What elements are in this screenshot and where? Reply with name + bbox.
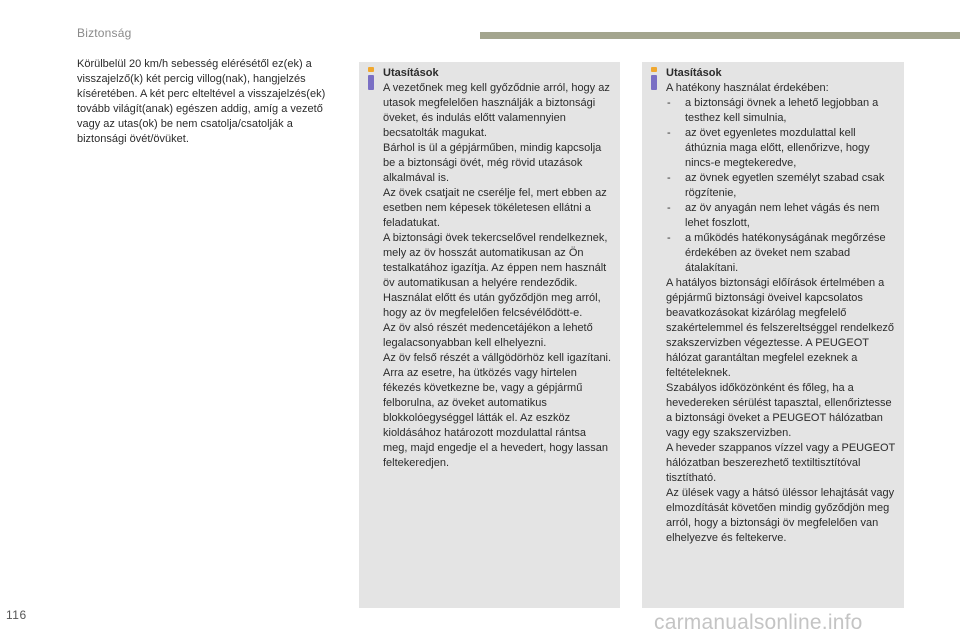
note-paragraph: A heveder szappanos vízzel vagy a PEUGEOT hálózatban beszerezhető textiltisztítóval tisztítható. xyxy=(666,442,896,484)
list-item: - a működés hatékonyságának megőrzése érdekében az öveket nem szabad átalakítani. xyxy=(666,231,898,276)
note-paragraph: A hatályos biztonsági előírások értelmében a gépjármű biztonsági öveivel kapcsolatos beavatkozásokat kizárólag megfelelő szakértelemmel és felszereltséggel rendelkező szakszervizben végeztesse. A PEUGEOT hálózat garantáltan megfelel ezeknek a feltételeknek. xyxy=(666,277,895,379)
note-body xyxy=(383,81,612,471)
list-item: - az övet egyenletes mozdulattal kell áthúznia maga előtt, ellenőrizve, hogy nincs-e megtekeredve, xyxy=(666,126,898,171)
note-paragraph: Használat előtt és után győződjön meg arról, hogy az öv megfelelően felcsévélődött-e. xyxy=(383,292,601,319)
header-bar xyxy=(480,32,960,39)
note-paragraph: Az öv felső részét a vállgödörhöz kell igazítani. xyxy=(383,352,612,364)
note-box-instructions-right xyxy=(642,62,904,608)
note-paragraph: A vezetőnek meg kell győződnie arról, hogy az utasok megfelelően használják a biztonsági öveket, és indulás előtt valamennyien becsatolták magukat. xyxy=(383,82,610,139)
bullet-list xyxy=(666,96,898,276)
note-paragraph: A biztonsági övek tekercselővel rendelkeznek, mely az öv hosszát automatikusan az Ön testalkatához igazítja. Az éppen nem használt öv automatikusan a helyére rendeződik. xyxy=(383,232,608,289)
watermark: carmanualsonline.info xyxy=(654,611,863,634)
note-paragraph: Szabályos időközönként és főleg, ha a hevedereken sérülést tapasztal, ellenőriztesse a biztonsági öveket a PEUGEOT hálózatban vagy egy szakszervizben. xyxy=(666,382,892,439)
note-box-instructions-left xyxy=(359,62,620,608)
intro-paragraph: Körülbelül 20 km/h sebesség elérésétől ez(ek) a visszajelző(k) két percig villog(nak), hangjelzés kíséretében. A két perc elteltével a visszajelzés(ek) tovább világít(anak) egészen addig, amíg a vezető vagy az utas(ok) be nem csatolja/csatolják a biztonsági övét/övüket. xyxy=(77,58,326,145)
list-item: - az öv anyagán nem lehet vágás és nem lehet foszlott, xyxy=(666,201,898,231)
section-title: Biztonság xyxy=(77,26,132,40)
note-body xyxy=(666,81,898,546)
list-item: - a biztonsági övnek a lehető legjobban a testhez kell simulnia, xyxy=(666,96,898,126)
page-number: 116 xyxy=(6,608,27,622)
note-paragraph: Az övek csatjait ne cserélje fel, mert ebben az esetben nem képesek tökéletesen ellátni a feladatukat. xyxy=(383,187,607,229)
info-icon xyxy=(367,67,375,91)
note-title: Utasítások xyxy=(383,67,439,79)
list-item: - az övnek egyetlen személyt szabad csak rögzítenie, xyxy=(666,171,898,201)
note-paragraph: Az ülések vagy a hátsó üléssor lehajtását vagy elmozdítását követően mindig győződjön meg arról, hogy a biztonsági öv megfelelően van elhelyezve és feltekerve. xyxy=(666,487,895,544)
note-paragraph: Az öv alsó részét medencetájékon a lehető legalacsonyabban kell elhelyezni. xyxy=(383,322,593,349)
note-paragraph: Arra az esetre, ha ütközés vagy hirtelen fékezés következne be, vagy a gépjármű felborulna, az öveket automatikus blokkolóegységgel látták el. Az eszköz kioldásához határozott mozdulattal rántsa meg, majd engedje el a hevedert, hogy lassan feltekeredjen. xyxy=(383,367,609,469)
note-paragraph: Bárhol is ül a gépjárműben, mindig kapcsolja be a biztonsági övét, még rövid utazások alkalmával is. xyxy=(383,142,602,184)
note-lead: A hatékony használat érdekében: xyxy=(666,82,829,94)
info-icon xyxy=(650,67,658,91)
note-title: Utasítások xyxy=(666,67,722,79)
